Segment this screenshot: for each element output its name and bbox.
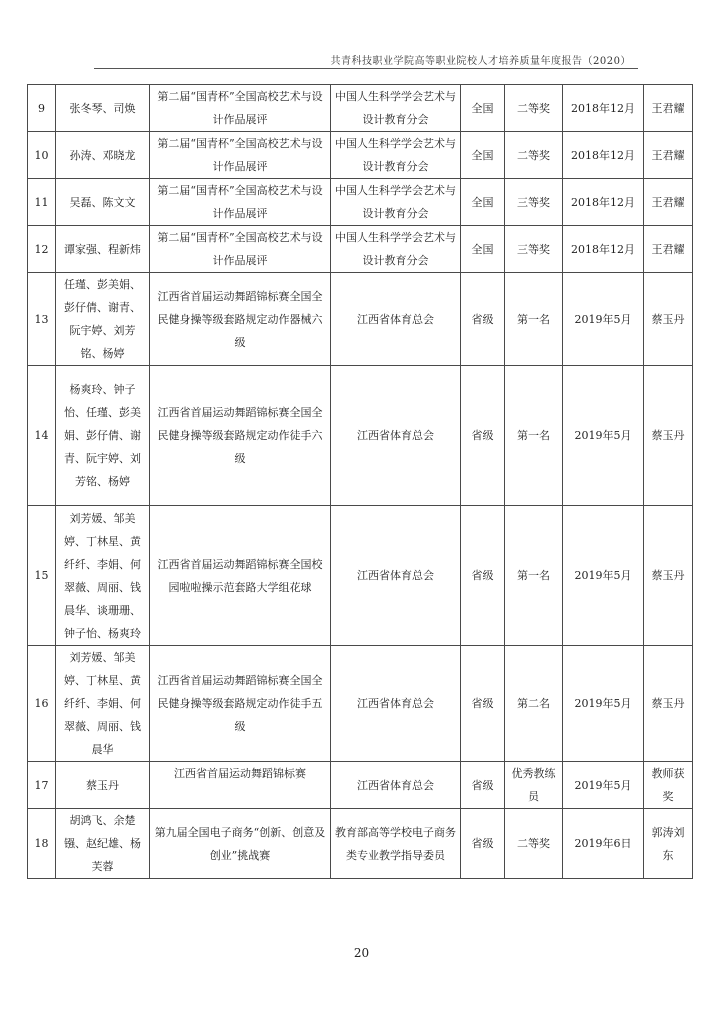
competition-cell: 江西省首届运动舞蹈锦标赛全国校园啦啦操示范套路大学组花球: [150, 506, 331, 646]
awards-table: [27, 84, 693, 879]
level-cell: 省级: [461, 809, 505, 879]
row-number-cell: 15: [28, 506, 56, 646]
organizer-cell: 江西省体育总会: [331, 762, 461, 809]
organizer-cell: 江西省体育总会: [331, 273, 461, 366]
date-cell: 2018年12月: [563, 132, 644, 179]
organizer-cell: 江西省体育总会: [331, 506, 461, 646]
competition-cell: 江西省首届运动舞蹈锦标赛全国全民健身操等级套路规定动作徒手六级: [150, 366, 331, 506]
date-cell: 2019年5月: [563, 762, 644, 809]
table-row: [28, 366, 693, 506]
table-row: [28, 226, 693, 273]
teacher-cell: 王君耀: [644, 179, 693, 226]
teacher-cell: 蔡玉丹: [644, 646, 693, 762]
teacher-cell: 王君耀: [644, 132, 693, 179]
organizer-cell: 江西省体育总会: [331, 646, 461, 762]
organizer-cell: 中国人生科学学会艺术与设计教育分会: [331, 132, 461, 179]
teacher-cell: 蔡玉丹: [644, 273, 693, 366]
students-cell: 杨爽玲、钟子怡、任瑾、彭美娟、彭仔倩、谢青、阮宇婷、刘芳铭、杨婷: [56, 366, 150, 506]
students-cell: 蔡玉丹: [56, 762, 150, 809]
level-cell: 全国: [461, 179, 505, 226]
teacher-cell: 教师获奖: [644, 762, 693, 809]
competition-cell: 江西省首届运动舞蹈锦标赛全国全民健身操等级套路规定动作徒手五级: [150, 646, 331, 762]
competition-cell: 江西省首届运动舞蹈锦标赛: [150, 762, 331, 809]
row-number-cell: 17: [28, 762, 56, 809]
teacher-cell: 蔡玉丹: [644, 366, 693, 506]
students-cell: 吴磊、陈文文: [56, 179, 150, 226]
students-cell: 胡鸿飞、余楚镪、赵纪雄、杨芙蓉: [56, 809, 150, 879]
students-cell: 刘芳媛、邹美婷、丁林星、黄纤纤、李娟、何翠薇、周丽、钱晨华、谈珊珊、钟子怡、杨爽玲: [56, 506, 150, 646]
table-row: [28, 85, 693, 132]
organizer-cell: 中国人生科学学会艺术与设计教育分会: [331, 226, 461, 273]
award-cell: 三等奖: [505, 179, 563, 226]
date-cell: 2018年12月: [563, 179, 644, 226]
level-cell: 省级: [461, 506, 505, 646]
award-cell: 第一名: [505, 273, 563, 366]
row-number-cell: 12: [28, 226, 56, 273]
date-cell: 2019年5月: [563, 506, 644, 646]
date-cell: 2018年12月: [563, 226, 644, 273]
award-cell: 第一名: [505, 506, 563, 646]
date-cell: 2019年5月: [563, 366, 644, 506]
competition-cell: 第二届“国青杯”全国高校艺术与设计作品展评: [150, 85, 331, 132]
date-cell: 2019年5月: [563, 646, 644, 762]
organizer-cell: 教育部高等学校电子商务类专业教学指导委员: [331, 809, 461, 879]
level-cell: 全国: [461, 226, 505, 273]
row-number-cell: 18: [28, 809, 56, 879]
level-cell: 全国: [461, 85, 505, 132]
level-cell: 省级: [461, 273, 505, 366]
date-cell: 2018年12月: [563, 85, 644, 132]
organizer-cell: 江西省体育总会: [331, 366, 461, 506]
award-cell: 二等奖: [505, 809, 563, 879]
competition-cell: 第二届“国青杯”全国高校艺术与设计作品展评: [150, 132, 331, 179]
date-cell: 2019年6日: [563, 809, 644, 879]
row-number-cell: 9: [28, 85, 56, 132]
students-cell: 刘芳媛、邹美婷、丁林星、黄纤纤、李娟、何翠薇、周丽、钱晨华: [56, 646, 150, 762]
students-cell: 张冬琴、司焕: [56, 85, 150, 132]
competition-cell: 第二届“国青杯”全国高校艺术与设计作品展评: [150, 179, 331, 226]
level-cell: 省级: [461, 646, 505, 762]
award-cell: 第一名: [505, 366, 563, 506]
organizer-cell: 中国人生科学学会艺术与设计教育分会: [331, 85, 461, 132]
teacher-cell: 郭涛刘东: [644, 809, 693, 879]
competition-cell: 第二届“国青杯”全国高校艺术与设计作品展评: [150, 226, 331, 273]
row-number-cell: 10: [28, 132, 56, 179]
teacher-cell: 王君耀: [644, 226, 693, 273]
table-row: [28, 273, 693, 366]
award-cell: 二等奖: [505, 85, 563, 132]
award-cell: 优秀教练员: [505, 762, 563, 809]
header-rule: [94, 68, 638, 69]
row-number-cell: 14: [28, 366, 56, 506]
table-row: [28, 809, 693, 879]
students-cell: 任瑾、彭美娟、彭仔倩、谢青、阮宇婷、刘芳铭、杨婷: [56, 273, 150, 366]
awards-table-body: [28, 85, 693, 879]
students-cell: 谭家强、程新炜: [56, 226, 150, 273]
award-cell: 三等奖: [505, 226, 563, 273]
level-cell: 省级: [461, 366, 505, 506]
date-cell: 2019年5月: [563, 273, 644, 366]
level-cell: 全国: [461, 132, 505, 179]
award-cell: 第二名: [505, 646, 563, 762]
table-row: [28, 506, 693, 646]
teacher-cell: 王君耀: [644, 85, 693, 132]
row-number-cell: 16: [28, 646, 56, 762]
table-row: [28, 179, 693, 226]
award-cell: 二等奖: [505, 132, 563, 179]
teacher-cell: 蔡玉丹: [644, 506, 693, 646]
competition-cell: 第九届全国电子商务“创新、创意及创业”挑战赛: [150, 809, 331, 879]
level-cell: 省级: [461, 762, 505, 809]
organizer-cell: 中国人生科学学会艺术与设计教育分会: [331, 179, 461, 226]
page-number: 20: [353, 946, 370, 960]
table-row: [28, 132, 693, 179]
running-header: 共青科技职业学院高等职业院校人才培养质量年度报告（2020）: [330, 56, 631, 67]
row-number-cell: 11: [28, 179, 56, 226]
table-row: [28, 646, 693, 762]
students-cell: 孙涛、邓晓龙: [56, 132, 150, 179]
competition-cell: 江西省首届运动舞蹈锦标赛全国全民健身操等级套路规定动作器械六级: [150, 273, 331, 366]
row-number-cell: 13: [28, 273, 56, 366]
table-row: [28, 762, 693, 809]
